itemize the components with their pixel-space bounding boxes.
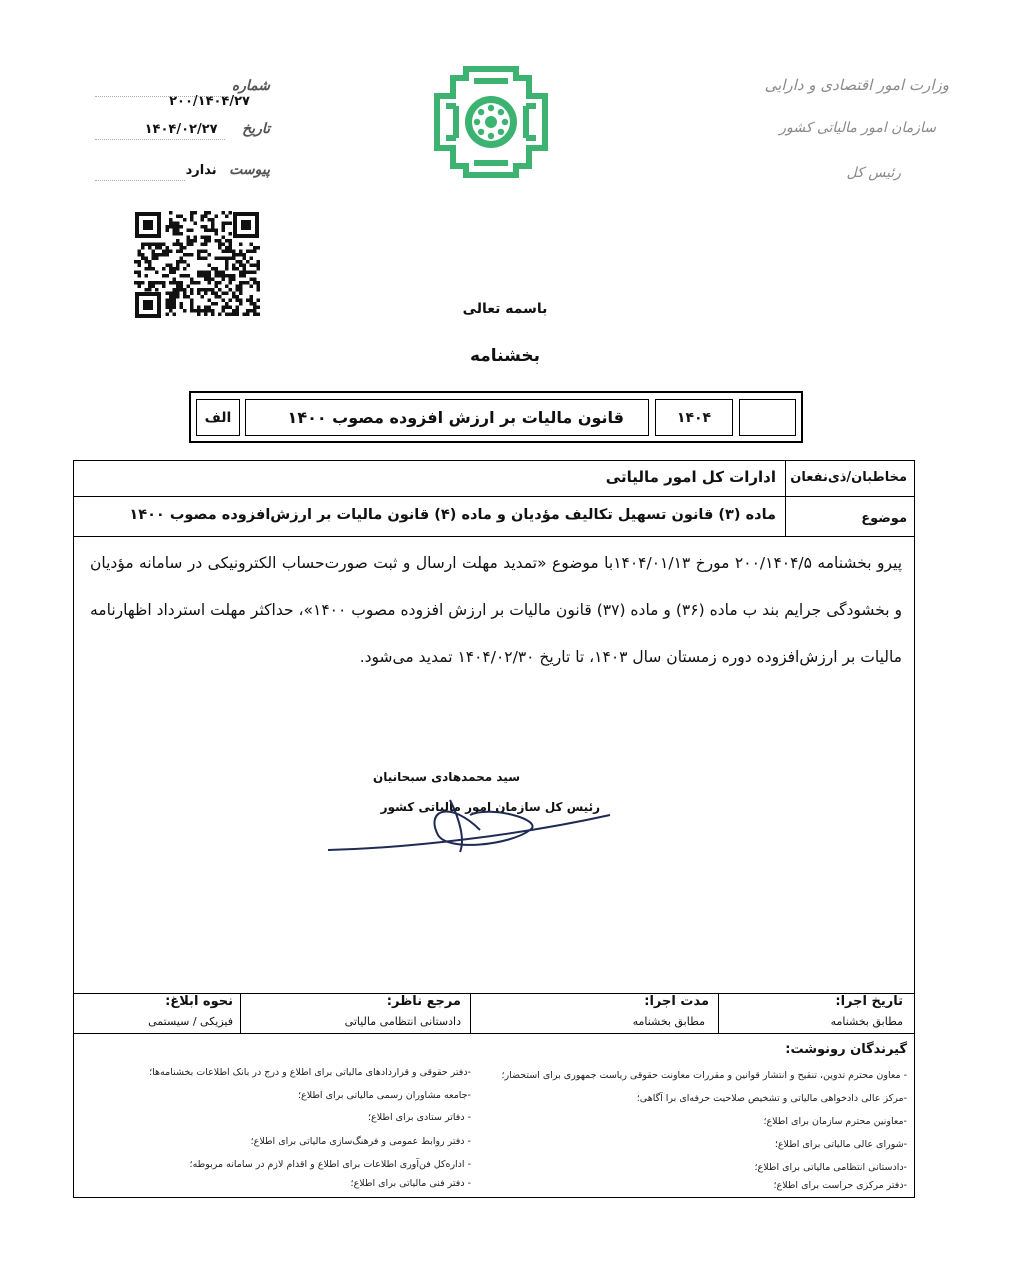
signatory-position: رئیس کل سازمان امور مالیاتی کشور — [380, 800, 600, 814]
cc-left-item: - اداره‌کل فن‌آوری اطلاعات برای اطلاع و اقدام لازم در سامانه مربوطه؛ — [189, 1159, 471, 1170]
addressees-value: ادارات کل امور مالیاتی — [605, 468, 776, 486]
ministry-line-1: وزارت امور اقتصادی و دارایی — [764, 76, 949, 94]
footer-col-divider — [470, 993, 471, 1033]
signatory-name: سید محمدهادی سبحانیان — [372, 770, 520, 784]
cc-left-item: - دفتر فنی مالیاتی برای اطلاع؛ — [350, 1178, 471, 1189]
letter-attachment — [170, 162, 270, 178]
year-value: ۱۴۰۴ — [676, 409, 712, 426]
ministry-line-2: سازمان امور مالیاتی کشور — [779, 120, 936, 136]
year-cell — [655, 399, 733, 436]
law-title-cell — [245, 399, 649, 436]
footer-divider-bottom — [73, 1033, 915, 1034]
letter-date — [130, 121, 270, 137]
cc-left-item: -جامعه مشاوران رسمی مالیاتی برای اطلاع؛ — [298, 1090, 471, 1101]
row-divider — [73, 536, 915, 537]
handwritten-signature — [320, 790, 620, 860]
cc-right-item: -دفتر مرکزی حراست برای اطلاع؛ — [773, 1180, 907, 1191]
number-value: ۲۰۰/۱۴۰۴/۲۷ — [169, 94, 250, 109]
number-cell — [739, 399, 796, 436]
execution-period-label: مدت اجرا: — [644, 994, 709, 1009]
bismillah: باسمه تعالی — [462, 301, 548, 317]
tax-organization-logo — [434, 66, 548, 178]
notification-method-label: نحوه ابلاغ: — [165, 994, 233, 1009]
series-cell — [196, 399, 240, 436]
date-value: ۱۴۰۴/۰۲/۲۷ — [144, 122, 218, 137]
cc-left-item: - دفاتر ستادی برای اطلاع؛ — [368, 1112, 471, 1123]
cc-right-item: -دادستانی انتظامی مالیاتی برای اطلاع؛ — [754, 1162, 907, 1173]
footer-col-divider — [240, 993, 241, 1033]
cc-right-item: - معاون محترم تدوین، تنقیح و انتشار قوانین و مقررات معاونت حقوقی ریاست جمهوری برای استحضار؛ — [501, 1070, 907, 1081]
doc-type-title: بخشنامه — [469, 346, 541, 366]
attachment-label: پیوست — [229, 162, 270, 178]
circular-body: پیرو بخشنامه ۲۰۰/۱۴۰۴/۵ مورخ ۱۴۰۴/۰۱/۱۳با موضوع «تمدید مهلت ارسال و ثبت صورت‌حساب الکترونیکی در سامانه مؤدیان و بخشودگی جرایم بند ب ماده (۳۶) و ماده (۳۷) قانون مالیات بر ارزش افزوده مصوب ۱۴۰۰»، حداکثر مهلت استرداد اظهارنامه مالیات بر ارزش‌افزوده دوره زمستان سال ۱۴۰۳، تا تاریخ ۱۴۰۴/۰۲/۳۰ تمدید می‌شود. — [90, 554, 903, 666]
law-title: قانون مالیات بر ارزش افزوده مصوب ۱۴۰۰ — [287, 408, 624, 427]
attachment-value: ندارد — [185, 163, 217, 178]
letter-number — [130, 78, 270, 109]
supervisor-value: دادستانی انتظامی مالیاتی — [344, 1015, 461, 1028]
supervisor-label: مرجع ناظر: — [386, 994, 461, 1009]
cc-title: گیرندگان رونوشت: — [785, 1042, 907, 1057]
ministry-line-3: رئیس کل — [846, 165, 901, 181]
execution-period-value: مطابق بخشنامه — [632, 1015, 705, 1028]
subject-label: موضوع — [861, 511, 907, 526]
notification-method-value: فیزیکی / سیستمی — [148, 1015, 233, 1028]
subject-value: ماده (۳) قانون تسهیل تکالیف مؤدیان و ماده (۴) قانون مالیات بر ارزش‌افزوده مصوب ۱۴۰۰ — [129, 507, 776, 523]
row-divider — [73, 496, 915, 497]
cc-right-item: -شورای عالی مالیاتی برای اطلاع؛ — [774, 1139, 907, 1150]
label-column-divider — [785, 460, 786, 536]
execution-date-value: مطابق بخشنامه — [830, 1015, 903, 1028]
footer-col-divider — [718, 993, 719, 1033]
series-value: الف — [204, 409, 232, 426]
date-label: تاریخ — [242, 121, 270, 137]
cc-left-item: - دفتر روابط عمومی و فرهنگ‌سازی مالیاتی برای اطلاع؛ — [250, 1136, 471, 1147]
addressees-label: مخاطبان/ذی‌نفعان — [790, 470, 907, 485]
cc-right-item: -مرکز عالی دادخواهی مالیاتی و تشخیص صلاحیت حرفه‌ای برا آگاهی؛ — [636, 1093, 907, 1104]
cc-left-item: -دفتر حقوقی و قراردادهای مالیاتی برای اطلاع و درج در بانک اطلاعات بخشنامه‌ها؛ — [149, 1067, 471, 1078]
cc-right-item: -معاونین محترم سازمان برای اطلاع؛ — [763, 1116, 907, 1127]
execution-date-label: تاریخ اجرا: — [835, 994, 903, 1009]
number-label: شماره — [231, 78, 270, 94]
qr-code — [134, 211, 260, 319]
